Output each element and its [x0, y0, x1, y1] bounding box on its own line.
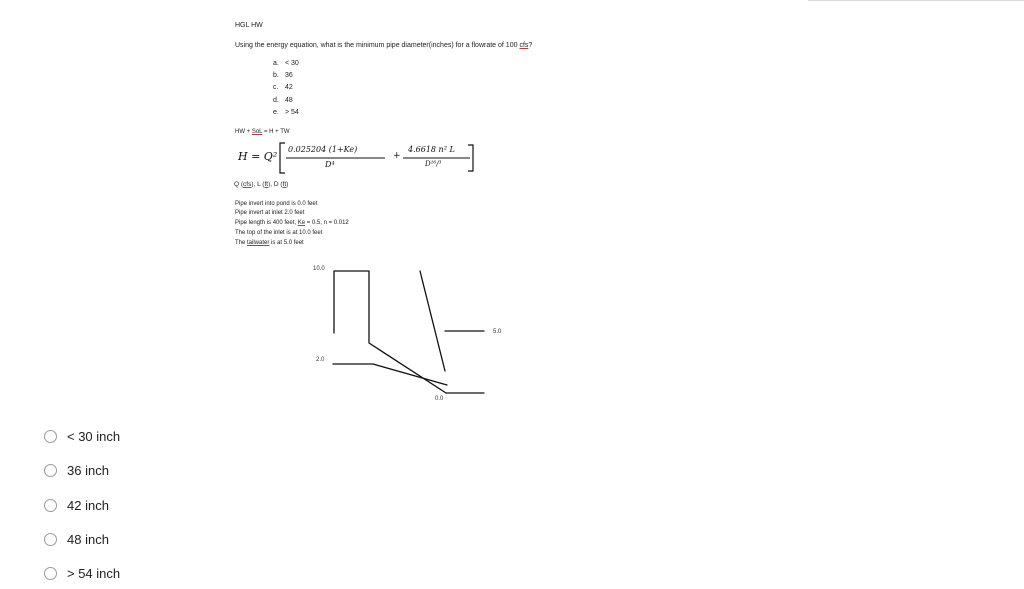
answer-option-label: 42 inch	[67, 497, 109, 513]
answer-option-label: > 54 inch	[67, 565, 121, 581]
energy-equation-label: HW + SoL = H + TW	[235, 129, 290, 135]
answer-option-5[interactable]	[44, 564, 120, 582]
diagram-label-inlet: 2.0	[316, 357, 325, 363]
choice-c: c. 42	[273, 84, 293, 91]
answer-option-3[interactable]	[44, 496, 109, 514]
equation-plus: +	[393, 151, 401, 161]
choice-a: a. < 30	[273, 60, 299, 67]
given-line-2: Pipe invert at inlet 2.0 feet	[235, 210, 305, 216]
radio-button[interactable]	[44, 567, 57, 580]
answer-option-label: 48 inch	[67, 531, 109, 547]
choice-e: e. > 54	[273, 109, 299, 116]
radio-button[interactable]	[44, 499, 57, 512]
given-line-4: The top of the inlet is at 10.0 feet	[235, 230, 323, 236]
answer-option-label: < 30 inch	[67, 428, 121, 444]
radio-button[interactable]	[44, 430, 57, 443]
answer-option-2[interactable]	[44, 461, 109, 479]
question-text-post: ?	[528, 42, 533, 49]
answer-option-4[interactable]	[44, 530, 109, 548]
choice-b: b. 36	[273, 72, 293, 79]
diagram-label-tailwater: 5.0	[493, 329, 502, 335]
diagram-label-top: 10.0	[313, 266, 325, 272]
answer-option-label: 36 inch	[67, 462, 109, 478]
given-line-5: The tailwater is at 5.0 feet	[235, 240, 304, 246]
given-line-1: Pipe invert into pond is 0.0 feet	[235, 201, 318, 207]
equation-units: Q (cfs), L (ft), D (ft)	[234, 181, 289, 188]
equation-term2-numerator: 4.6618 n² L	[408, 145, 455, 154]
radio-button[interactable]	[44, 464, 57, 477]
equation-term1-numerator: 0.025204 (1+Ke)	[288, 145, 358, 154]
equation-term2-denominator: D¹⁶/³	[425, 160, 442, 168]
radio-button[interactable]	[44, 533, 57, 546]
answer-option-1[interactable]	[44, 427, 120, 445]
question-text-units: cfs	[519, 42, 529, 49]
equation-term1-denominator: D⁴	[325, 160, 335, 169]
question-title: HGL HW	[235, 22, 263, 29]
given-line-3: Pipe length is 400 feet, Ke = 0.5, n = 0.012	[235, 220, 349, 226]
diagram-label-outlet: 0.0	[435, 396, 444, 402]
equation-lhs: H = Q²	[238, 150, 278, 163]
question-text-pre: Using the energy equation, what is the minimum pipe diameter(inches) for a flowrate of 100	[235, 42, 520, 49]
choice-d: d. 48	[273, 97, 293, 104]
